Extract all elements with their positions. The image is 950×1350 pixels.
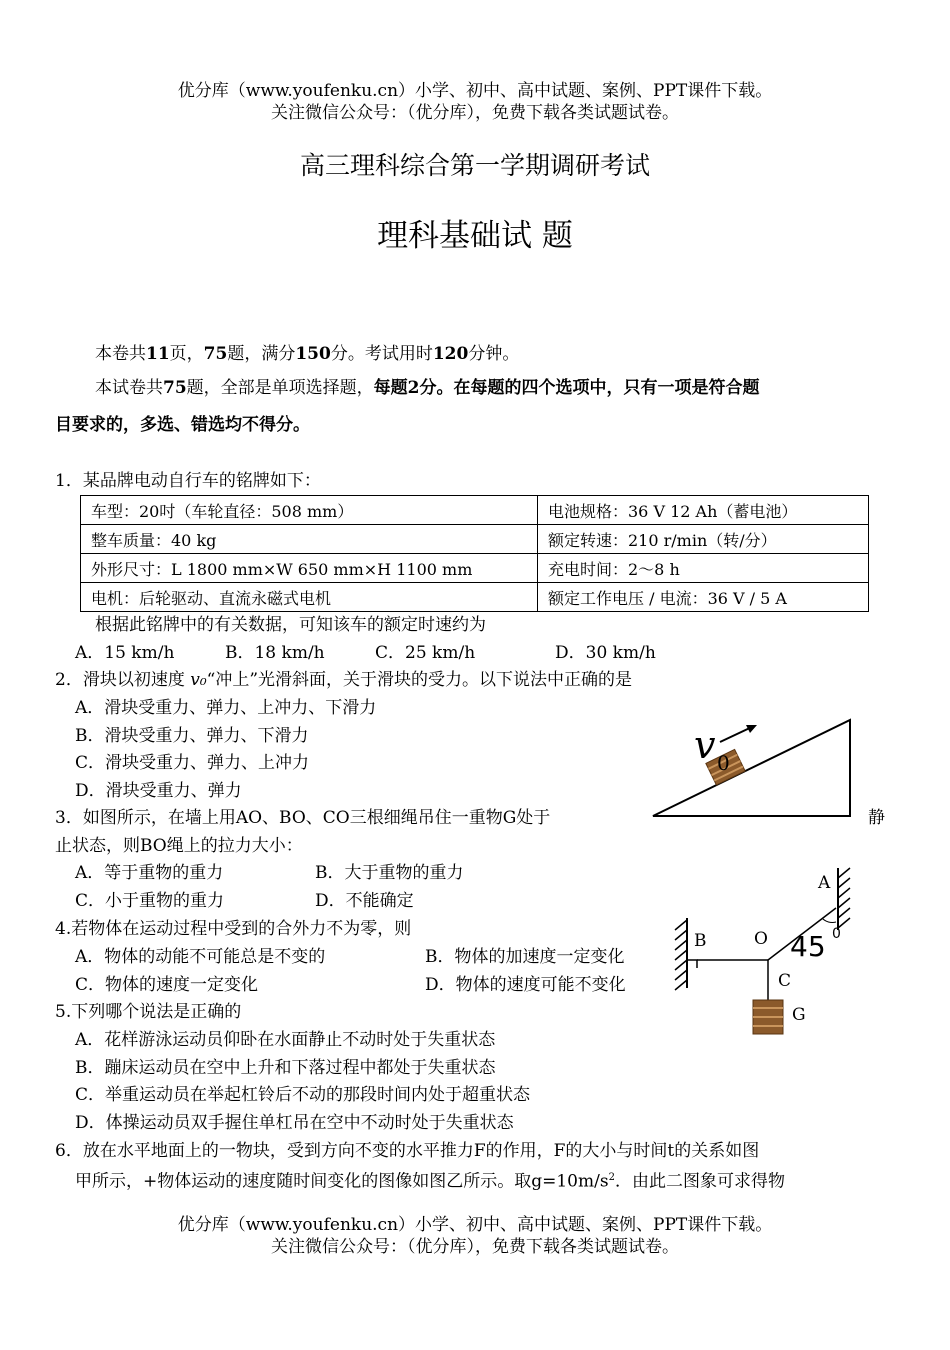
incline-diagram xyxy=(650,712,860,822)
angle-value: 45 xyxy=(790,930,826,963)
q4-option-c: C．物体的速度一定变化 xyxy=(75,975,259,995)
rope-bo-hook xyxy=(687,960,697,968)
intro-paragraph-1: 本卷共11页，75题，满分150分。考试用时120分钟。 xyxy=(95,344,520,364)
footer-line-2: 关注微信公众号：（优分库），免费下载各类试题试卷。 xyxy=(271,1237,679,1257)
table-cell: 额定工作电压 / 电流：36 V / 5 A xyxy=(538,583,869,612)
q2-option-b: B．滑块受重力、弹力、下滑力 xyxy=(75,726,309,746)
intro-paragraph-2: 本试卷共75题，全部是单项选择题，每题2分。在每题的四个选项中，只有一项是符合题 xyxy=(95,378,760,398)
table-cell: 额定转速：210 r/min（转/分） xyxy=(538,525,869,554)
q6-line-2: 甲所示，+物体运动的速度随时间变化的图像如图乙所示。取$g=10m/s^2$．由此二图象可求得物 xyxy=(75,1171,785,1192)
q4-option-a: A．物体的动能不可能总是不变的 xyxy=(75,947,326,967)
q3-stem-cont: 止状态，则BO绳上的拉力大小： xyxy=(55,836,303,856)
q4-stem: 4.若物体在运动过程中受到的合外力不为零，则 xyxy=(55,919,412,939)
q5-option-b: B．蹦床运动员在空中上升和下落过程中都处于失重状态 xyxy=(75,1058,496,1078)
q1-option-d: D．30 km/h xyxy=(555,643,656,663)
q4-option-b: B．物体的加速度一定变化 xyxy=(425,947,625,967)
weight-g xyxy=(753,1000,783,1034)
exam-subtitle: 理科基础试 题 xyxy=(377,218,573,254)
q2-option-c: C．滑块受重力、弹力、上冲力 xyxy=(75,753,310,773)
q5-stem: 5.下列哪个说法是正确的 xyxy=(55,1002,242,1022)
right-wall-hatch xyxy=(838,868,850,928)
q1-stem: 1．某品牌电动自行车的铭牌如下： xyxy=(55,471,321,491)
table-row xyxy=(81,525,869,554)
label-o: O xyxy=(754,929,768,949)
q4-option-d: D．物体的速度可能不变化 xyxy=(425,975,626,995)
q3-option-a: A．等于重物的重力 xyxy=(75,863,224,883)
q2-stem: 2．滑块以初速度 v₀“冲上”光滑斜面，关于滑块的受力。以下说法中正确的是 xyxy=(55,670,633,690)
q2-option-a: A．滑块受重力、弹力、上冲力、下滑力 xyxy=(75,698,377,718)
table-cell: 外形尺寸：L 1800 mm×W 650 mm×H 1100 mm xyxy=(81,554,538,583)
q3-option-d: D．不能确定 xyxy=(315,891,414,911)
table-row xyxy=(81,583,869,612)
table-cell: 车型：20吋（车轮直径：508 mm） xyxy=(81,496,538,525)
table-cell: 整车质量：40 kg xyxy=(81,525,538,554)
table-row xyxy=(81,496,869,525)
q6-line-1: 6．放在水平地面上的一物块，受到方向不变的水平推力F的作用，F的大小与时间t的关系如图 xyxy=(55,1141,760,1161)
footer-line-1: 优分库（www.youfenku.cn）小学、初中、高中试题、案例、PPT课件下载。 xyxy=(177,1215,773,1235)
left-wall-hatch xyxy=(675,920,687,990)
rope-diagram xyxy=(670,860,860,1040)
bike-spec-table xyxy=(80,495,869,612)
intro-paragraph-2-cont: 目要求的，多选、错选均不得分。 xyxy=(55,415,310,435)
incline-triangle xyxy=(653,720,850,816)
header-line-2: 关注微信公众号：（优分库），免费下载各类试题试卷。 xyxy=(271,103,679,123)
table-cell: 电机：后轮驱动、直流永磁式电机 xyxy=(81,583,538,612)
q5-option-d: D．体操运动员双手握住单杠吊在空中不动时处于失重状态 xyxy=(75,1113,514,1133)
q5-option-a: A．花样游泳运动员仰卧在水面静止不动时处于失重状态 xyxy=(75,1030,496,1050)
q3-option-c: C．小于重物的重力 xyxy=(75,891,225,911)
q2-option-d: D．滑块受重力、弹力 xyxy=(75,781,242,801)
table-row xyxy=(81,554,869,583)
label-a: A xyxy=(818,873,831,893)
q3-option-b: B．大于重物的重力 xyxy=(315,863,464,883)
q5-option-c: C．举重运动员在举起杠铃后不动的那段时间内处于超重状态 xyxy=(75,1085,531,1105)
q1-option-a: A．15 km/h xyxy=(75,643,175,663)
q1-followup: 根据此铭牌中的有关数据，可知该车的额定时速约为 xyxy=(95,615,486,635)
angle-degree: 0 xyxy=(832,926,841,942)
velocity-symbol: v xyxy=(694,723,716,767)
table-cell: 充电时间：2～8 h xyxy=(538,554,869,583)
q1-option-c: C．25 km/h xyxy=(375,643,476,663)
q3-stem-end: 静 xyxy=(868,808,885,828)
header-line-1: 优分库（www.youfenku.cn）小学、初中、高中试题、案例、PPT课件下载。 xyxy=(177,81,773,101)
velocity-subscript: 0 xyxy=(717,751,730,775)
q3-stem: 3．如图所示，在墙上用AO、BO、CO三根细绳吊住一重物G处于 xyxy=(55,808,551,828)
angle-arc xyxy=(822,918,836,923)
table-cell: 电池规格：36 V 12 Ah（蓄电池） xyxy=(538,496,869,525)
label-b: B xyxy=(694,931,707,951)
label-c: C xyxy=(778,971,792,991)
q1-option-b: B．18 km/h xyxy=(225,643,325,663)
label-g: G xyxy=(792,1005,806,1025)
exam-title: 高三理科综合第一学期调研考试 xyxy=(299,151,650,180)
